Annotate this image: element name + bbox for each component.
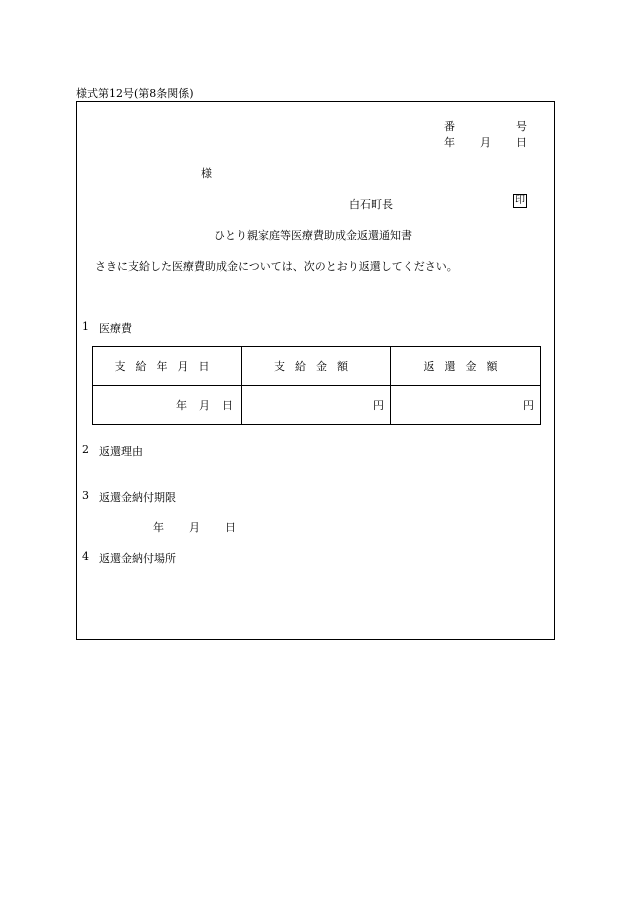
seal-mark: 印 <box>515 195 525 206</box>
header-payment-amount: 支給金額 <box>242 347 391 386</box>
doc-date-year: 年 <box>444 136 455 149</box>
payment-table <box>92 346 541 425</box>
header-payment-date: 支給年月日 <box>93 347 242 386</box>
payment-date-cell <box>93 386 242 425</box>
section-4-number: 4 <box>82 550 89 563</box>
table-header-row <box>93 347 541 386</box>
deadline-year: 年 <box>153 521 164 534</box>
section-1-number: 1 <box>82 320 89 333</box>
document-title: ひとり親家庭等医療費助成金返還通知書 <box>214 229 412 242</box>
addressee-suffix: 様 <box>201 167 212 180</box>
section-3-label: 返還金納付期限 <box>99 491 176 504</box>
payment-amount-cell: 円 <box>242 386 391 425</box>
deadline-day: 日 <box>225 521 236 534</box>
section-4-label: 返還金納付場所 <box>99 552 176 565</box>
payment-date-month: 月 <box>199 399 210 412</box>
doc-date-month: 月 <box>480 136 491 149</box>
refund-amount-cell: 円 <box>391 386 541 425</box>
header-refund-amount: 返還金額 <box>391 347 541 386</box>
form-number: 様式第12号(第8条関係) <box>76 87 194 100</box>
table-row <box>93 386 541 425</box>
section-2-number: 2 <box>82 443 89 456</box>
deadline-month: 月 <box>189 521 200 534</box>
intro-text: さきに支給した医療費助成金については、次のとおり返還してください。 <box>95 260 458 273</box>
doc-date-day: 日 <box>516 136 527 149</box>
section-1-label: 医療費 <box>99 322 132 335</box>
section-3-number: 3 <box>82 489 89 502</box>
doc-number-go: 号 <box>516 120 527 133</box>
payment-date-day: 日 <box>222 399 233 412</box>
payment-date-year: 年 <box>176 399 187 412</box>
section-2-label: 返還理由 <box>99 445 143 458</box>
doc-number-ban: 番 <box>444 120 455 133</box>
issuer: 白石町長 <box>349 198 393 211</box>
